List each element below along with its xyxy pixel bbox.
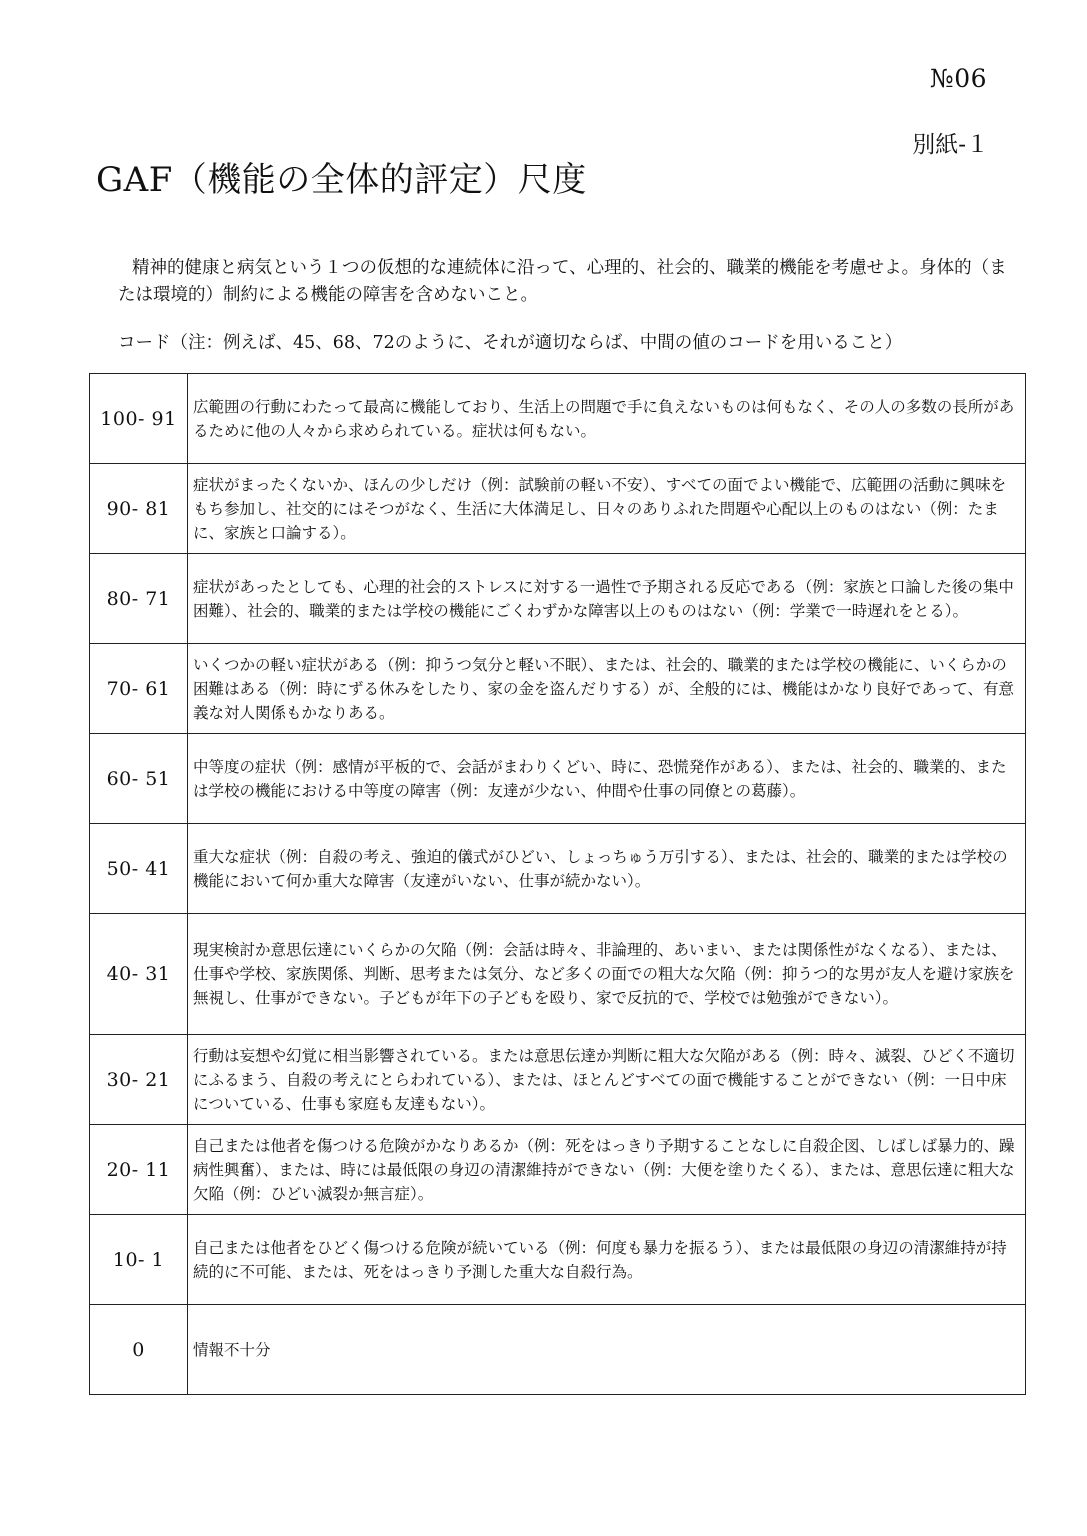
score-range-cell: 60- 51 bbox=[90, 734, 188, 824]
score-range-cell: 0 bbox=[90, 1305, 188, 1395]
table-row bbox=[90, 374, 1026, 464]
score-range-cell: 50- 41 bbox=[90, 824, 188, 914]
intro-paragraph: 精神的健康と病気という１つの仮想的な連続体に沿って、心理的、社会的、職業的機能を考慮せよ。身体的（または環境的）制約による機能の障害を含めないこと。 bbox=[118, 258, 1007, 305]
description-cell: 広範囲の行動にわたって最高に機能しており、生活上の問題で手に負えないものは何もなく、その人の多数の長所があるために他の人々から求められている。症状は何もない。 bbox=[188, 374, 1026, 464]
score-range-cell: 80- 71 bbox=[90, 554, 188, 644]
score-range-cell: 40- 31 bbox=[90, 914, 188, 1035]
description-cell: 情報不十分 bbox=[188, 1305, 1026, 1395]
score-range-cell: 30- 21 bbox=[90, 1035, 188, 1125]
description-cell: 症状がまったくないか、ほんの少しだけ（例：試験前の軽い不安）、すべての面でよい機能で、広範囲の活動に興味をもち参加し、社交的にはそつがなく、生活に大体満足し、日々のありふれた問題や心配以上のものはない（例：たまに、家族と口論する）。 bbox=[188, 464, 1026, 554]
score-range-cell: 20- 11 bbox=[90, 1125, 188, 1215]
description-cell: 自己または他者をひどく傷つける危険が続いている（例：何度も暴力を振るう）、または最低限の身辺の清潔維持が持続的に不可能、または、死をはっきり予測した重大な自殺行為。 bbox=[188, 1215, 1026, 1305]
table-row bbox=[90, 554, 1026, 644]
table-row bbox=[90, 1035, 1026, 1125]
description-cell: 中等度の症状（例：感情が平板的で、会話がまわりくどい、時に、恐慌発作がある）、または、社会的、職業的、または学校の機能における中等度の障害（例：友達が少ない、仲間や仕事の同僚との葛藤）。 bbox=[188, 734, 1026, 824]
score-range-cell: 70- 61 bbox=[90, 644, 188, 734]
score-range-cell: 90- 81 bbox=[90, 464, 188, 554]
description-cell: 症状があったとしても、心理的社会的ストレスに対する一過性で予期される反応である（例：家族と口論した後の集中困難）、社会的、職業的または学校の機能にごくわずかな障害以上のものはない（例：学業で一時遅れをとる）。 bbox=[188, 554, 1026, 644]
description-cell: 現実検討か意思伝達にいくらかの欠陥（例：会話は時々、非論理的、あいまい、または関係性がなくなる）、または、仕事や学校、家族関係、判断、思考または気分、など多くの面での粗大な欠陥（例：抑うつ的な男が友人を避け家族を無視し、仕事ができない。子どもが年下の子どもを殴り、家で反抗的で、学校では勉強ができない）。 bbox=[188, 914, 1026, 1035]
attachment-label: 別紙-１ bbox=[912, 132, 989, 158]
description-cell: いくつかの軽い症状がある（例：抑うつ気分と軽い不眠）、または、社会的、職業的または学校の機能に、いくらかの困難はある（例：時にずる休みをしたり、家の金を盗んだりする）が、全般的には、機能はかなり良好であって、有意義な対人関係もかなりある。 bbox=[188, 644, 1026, 734]
score-range-cell: 100- 91 bbox=[90, 374, 188, 464]
table-row bbox=[90, 914, 1026, 1035]
description-cell: 重大な症状（例：自殺の考え、強迫的儀式がひどい、しょっちゅう万引する）、または、社会的、職業的または学校の機能において何か重大な障害（友達がいない、仕事が続かない）。 bbox=[188, 824, 1026, 914]
table-row bbox=[90, 644, 1026, 734]
description-cell: 自己または他者を傷つける危険がかなりあるか（例：死をはっきり予期することなしに自殺企図、しばしば暴力的、躁病性興奮）、または、時には最低限の身辺の清潔維持ができない（例：大便を塗りたくる）、または、意思伝達に粗大な欠陥（例：ひどい滅裂か無言症）。 bbox=[188, 1125, 1026, 1215]
table-row bbox=[90, 464, 1026, 554]
page-title: GAF（機能の全体的評定）尺度 bbox=[96, 160, 587, 200]
table-row bbox=[90, 1215, 1026, 1305]
description-cell: 行動は妄想や幻覚に相当影響されている。または意思伝達か判断に粗大な欠陥がある（例：時々、滅裂、ひどく不適切にふるまう、自殺の考えにとらわれている）、または、ほとんどすべての面で機能することができない（例：一日中床についている、仕事も家庭も友達もない）。 bbox=[188, 1035, 1026, 1125]
code-note: コード（注：例えば、45、68、72のように、それが適切ならば、中間の値のコードを用いること） bbox=[118, 333, 903, 353]
table-row bbox=[90, 824, 1026, 914]
table-row bbox=[90, 1125, 1026, 1215]
table-row bbox=[90, 1305, 1026, 1395]
document-number: №06 bbox=[930, 64, 987, 93]
score-range-cell: 10- 1 bbox=[90, 1215, 188, 1305]
table-row bbox=[90, 734, 1026, 824]
gaf-scale-table bbox=[89, 373, 1026, 1395]
